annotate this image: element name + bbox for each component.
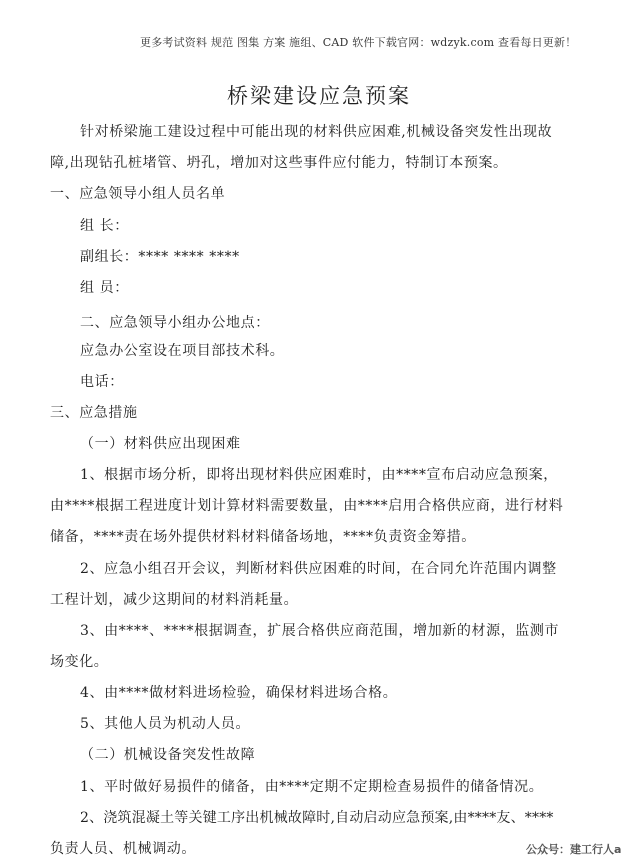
paragraph-line: 4、由****做材料进场检验，确保材料进场合格。	[80, 685, 398, 701]
document-title: 桥梁建设应急预案	[227, 84, 411, 108]
paragraph-line: 2、浇筑混凝土等关键工序出机械故障时,自动启动应急预案,由****友、****	[80, 810, 554, 826]
paragraph-line: 储备，****责在场外提供材料材料储备场地，****负责资金筹措。	[50, 529, 476, 545]
deputy-leader-line: 副组长：**** **** ****	[80, 249, 240, 265]
subsection-heading-2: （二）机械设备突发性故障	[80, 747, 256, 763]
member-line: 组 员：	[80, 280, 129, 296]
paragraph-line: 1、根据市场分析，即将出现材料供应困难时，由****宣布启动应急预案，	[80, 467, 558, 483]
paragraph-line: 1、平时做好易损件的储备，由****定期不定期检查易损件的储备情况。	[80, 779, 544, 795]
paragraph-line: 3、由****、****根据调查，扩展合格供应商范围，增加新的材源，监测市	[80, 623, 560, 639]
section-heading-2: 二、应急领导小组办公地点：	[80, 315, 270, 331]
section-heading-3: 三、应急措施	[50, 405, 138, 421]
leader-line: 组 长：	[80, 218, 129, 234]
intro-line-2: 障,出现钻孔桩堵管、坍孔，增加对这些事件应付能力，特制订本预案。	[50, 155, 508, 171]
section-heading-1: 一、应急领导小组人员名单	[50, 186, 226, 202]
intro-line-1: 针对桥梁施工建设过程中可能出现的材料供应困难,机械设备突发性出现故	[80, 124, 553, 140]
paragraph-line: 由****根据工程进度计划计算材料需要数量，由****启用合格供应商，进行材料	[50, 498, 564, 514]
paragraph-line: 工程计划，减少这期间的材料消耗量。	[50, 592, 299, 608]
subsection-heading-1: （一）材料供应出现困难	[80, 436, 241, 452]
watermark-label: 公众号：建工行人a	[526, 843, 622, 856]
paragraph-line: 负责人员、机械调动。	[50, 841, 196, 857]
header-banner: 更多考试资料 规范 图集 方案 施组、CAD 软件下载官网：wdzyk.com 查看每日更新！	[140, 36, 577, 49]
office-location-line: 应急办公室设在项目部技术科。	[80, 343, 285, 359]
paragraph-line: 5、其他人员为机动人员。	[80, 716, 251, 732]
paragraph-line: 场变化。	[50, 654, 109, 670]
phone-line: 电话：	[80, 374, 124, 390]
paragraph-line: 2、应急小组召开会议，判断材料供应困难的时间，在合同允许范围内调整	[80, 561, 557, 577]
